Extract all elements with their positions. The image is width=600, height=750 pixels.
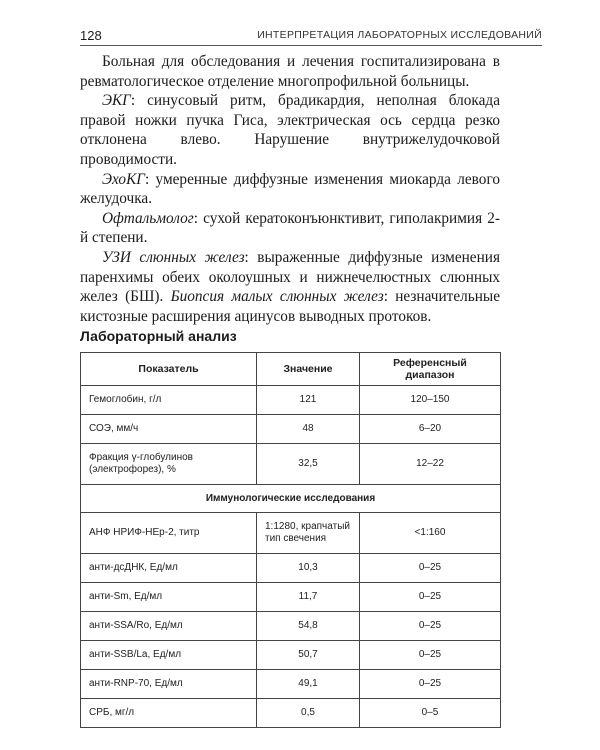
cell-parameter: анти-Sm, Ед/мл — [81, 583, 257, 612]
cell-parameter: анти-SSA/Ro, Ед/мл — [81, 612, 257, 641]
cell-reference: 0–5 — [360, 699, 501, 728]
cell-parameter: анти-SSB/La, Ед/мл — [81, 641, 257, 670]
table-row — [81, 641, 501, 670]
running-title: ИНТЕРПРЕТАЦИЯ ЛАБОРАТОРНЫХ ИССЛЕДОВАНИЙ — [257, 29, 542, 41]
cell-parameter: Гемоглобин, г/л — [81, 386, 257, 415]
lab-table — [80, 352, 501, 728]
table-row — [81, 444, 501, 485]
cell-reference: 0–25 — [360, 670, 501, 699]
table-row — [81, 612, 501, 641]
paragraph-echo — [80, 170, 500, 209]
table-row — [81, 583, 501, 612]
cell-value: 10,3 — [257, 554, 360, 583]
cell-value: 1:1280, крапчатый тип свечения — [257, 513, 360, 554]
group-label: Иммунологические исследования — [81, 485, 501, 513]
echo-text: : умеренные диффузные изменения миокарда левого желудочка. — [80, 170, 500, 208]
table-group-row — [81, 485, 501, 513]
cell-parameter: СРБ, мг/л — [81, 699, 257, 728]
table-header-row — [81, 353, 501, 386]
ekg-text: : синусовый ритм, брадикардия, неполная блокада правой ножки пучка Гиса, электрическая ось сердца резко отклонена влево. Нарушение внутрижелудочковой проводимости. — [80, 92, 500, 168]
ultrasound-text: : выраженные диффузные изменения паренхимы обеих околоушных и нижнечелюстных слюнных желез (БШ). — [80, 248, 500, 306]
section-title: Лабораторный анализ — [80, 328, 237, 344]
cell-reference: 12–22 — [360, 444, 501, 485]
paragraph-admission: Больная для обследования и лечения госпитализирована в ревматологическое отделение многопрофильной больницы. — [80, 53, 500, 90]
cell-value: 54,8 — [257, 612, 360, 641]
ophthalmologist-label: Офтальмолог — [102, 209, 194, 227]
cell-reference: 0–25 — [360, 612, 501, 641]
ekg-label: ЭКГ — [102, 92, 131, 110]
cell-value: 50,7 — [257, 641, 360, 670]
page-number: 128 — [80, 28, 102, 43]
cell-value: 49,1 — [257, 670, 360, 699]
cell-value: 11,7 — [257, 583, 360, 612]
table-row — [81, 386, 501, 415]
cell-value: 48 — [257, 415, 360, 444]
body-text — [80, 52, 500, 326]
biopsy-text: : незначительные кистозные расширения ацинусов выводных протоков. — [80, 288, 500, 325]
ultrasound-label: УЗИ слюнных желез — [102, 248, 245, 266]
table-row — [81, 415, 501, 444]
cell-reference: 0–25 — [360, 554, 501, 583]
paragraph-ultrasound — [80, 248, 500, 326]
paragraph-ophthalmologist — [80, 209, 500, 248]
cell-reference: 0–25 — [360, 583, 501, 612]
biopsy-label: Биопсия малых слюнных желез — [170, 288, 384, 306]
column-header-reference: Референсный диапазон — [360, 353, 501, 386]
cell-parameter: СОЭ, мм/ч — [81, 415, 257, 444]
cell-reference: <1:160 — [360, 513, 501, 554]
cell-value: 32,5 — [257, 444, 360, 485]
cell-reference: 120–150 — [360, 386, 501, 415]
cell-parameter: анти-RNP-70, Ед/мл — [81, 670, 257, 699]
cell-parameter: анти-дсДНК, Ед/мл — [81, 554, 257, 583]
cell-reference: 0–25 — [360, 641, 501, 670]
cell-parameter: Фракция γ-глобулинов (электрофорез), % — [81, 444, 257, 485]
paragraph-ekg — [80, 91, 500, 169]
cell-value: 121 — [257, 386, 360, 415]
column-header-value: Значение — [257, 353, 360, 386]
table-row — [81, 513, 501, 554]
table-row — [81, 670, 501, 699]
table-row — [81, 554, 501, 583]
cell-parameter: АНФ НРИФ-НЕр-2, титр — [81, 513, 257, 554]
cell-value: 0,5 — [257, 699, 360, 728]
header-rule — [80, 45, 542, 46]
echo-label: ЭхоКГ — [102, 170, 145, 188]
column-header-parameter: Показатель — [81, 353, 257, 386]
cell-reference: 6–20 — [360, 415, 501, 444]
ophthalmologist-text: : сухой кератоконъюнктивит, гиполакримия 2-й степени. — [80, 209, 500, 247]
table-row — [81, 699, 501, 728]
